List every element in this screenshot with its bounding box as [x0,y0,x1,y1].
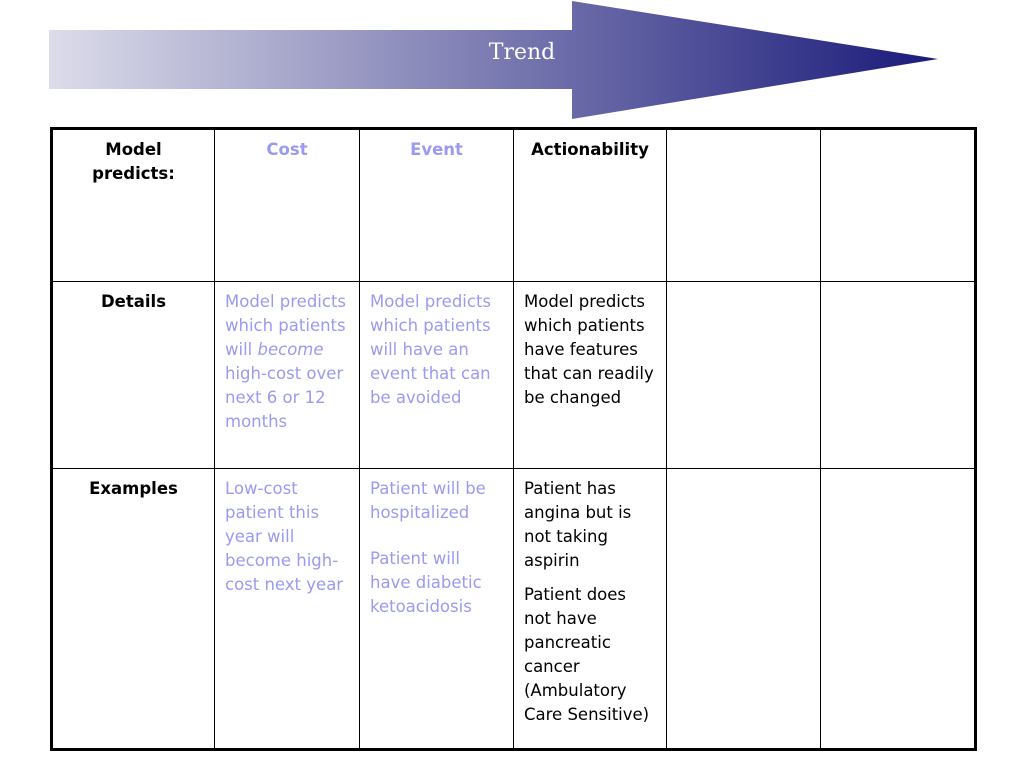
column-header-cost: Cost [215,129,360,282]
empty-cell [667,129,821,282]
details-event-cell: Model predicts which patients will have an event that can be avoided [360,282,514,469]
examples-actionability-cell [514,469,667,750]
examples-actionability-item: Patient has angina but is not taking aspirin [524,479,632,570]
examples-event-cell [360,469,514,750]
empty-cell [821,282,976,469]
prediction-table [50,127,977,751]
details-cost-text-end: high-cost over next 6 or 12 months [225,364,344,431]
column-header-actionability: Actionability [514,129,667,282]
details-cost-text: Model predicts which patients will [225,292,347,359]
empty-cell [821,469,976,750]
table-row-examples [52,469,976,750]
details-cost-emphasis: become [257,340,324,359]
table-row-model-predicts [52,129,976,282]
row-header-details: Details [52,282,215,469]
examples-event-item: Patient will be hospitalized [370,479,486,522]
table-row-details [52,282,976,469]
row-header-model-predicts: Model predicts: [52,129,215,282]
trend-label: Trend [488,40,556,65]
empty-cell [667,469,821,750]
examples-cost-cell: Low-cost patient this year will become high-cost next year [215,469,360,750]
row-header-examples: Examples [52,469,215,750]
empty-cell [667,282,821,469]
empty-cell [821,129,976,282]
examples-actionability-item: Patient does not have pancreatic cancer (Ambulatory Care Sensitive) [524,585,650,724]
details-actionability-cell: Model predicts which patients have features that can readily be changed [514,282,667,469]
trend-arrow [0,0,1024,130]
column-header-event: Event [360,129,514,282]
examples-event-item: Patient will have diabetic ketoacidosis [370,549,482,616]
details-cost-cell [215,282,360,469]
